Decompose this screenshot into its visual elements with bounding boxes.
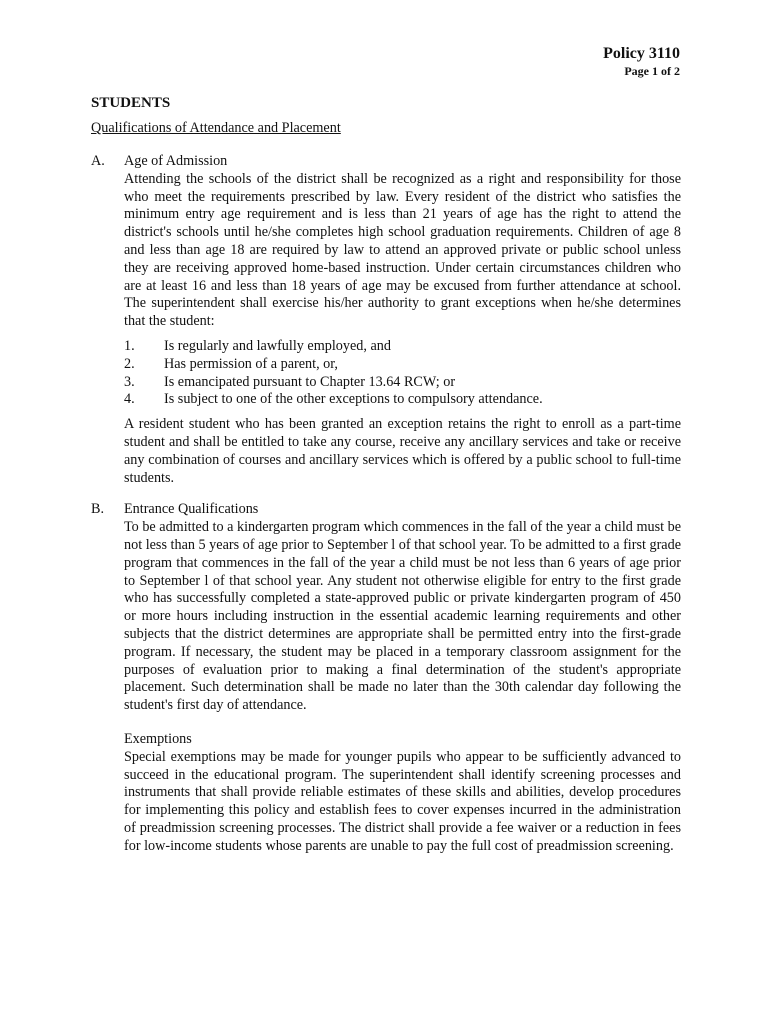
section-a bbox=[91, 153, 681, 487]
page-header bbox=[603, 44, 680, 78]
section-b-body: To be admitted to a kindergarten program which commences in the fall of the year a child must be not less than 5 years of age prior to September l of that school year. To be admitted to a first grade program that commences in the fall of the year a child must be not less than 6 years of age prior to September l of that school year. Any student not otherwise eligible for entry to the first grade who has successfully completed a state-approved public or private kindergarten program of 450 or more hours including instruction in the essential academic learning requirements and other subjects that the district determines are appropriate shall be permitted entry into the first-grade program. If necessary, the student may be placed in a temporary classroom assignment for the purposes of evaluation prior to making a final determination of the student's appropriate placement. Such determination shall be made no later than the 30th calendar day following the student's first day of attendance. bbox=[124, 519, 681, 714]
section-a-heading: Age of Admission bbox=[124, 153, 228, 169]
list-item-text: Is regularly and lawfully employed, and bbox=[164, 337, 391, 354]
section-b bbox=[91, 501, 681, 855]
section-a-closing: A resident student who has been granted an exception retains the right to enroll as a part-time student and shall be entitled to take any course, receive any ancillary services and take or receive any combination of courses and ancillary services which is offered by a public school to full-time students. bbox=[124, 416, 681, 486]
page-indicator: Page 1 of 2 bbox=[624, 64, 680, 78]
list-item-text: Is emancipated pursuant to Chapter 13.64 RCW; or bbox=[164, 373, 456, 390]
list-item bbox=[124, 391, 681, 409]
section-a-intro: Attending the schools of the district shall be recognized as a right and responsibility for those who meet the requirements prescribed by law. Every resident of the district who satisfies the minimum entry age requirement and is less than 21 years of age has the right to attend the district's schools until he/she completes high school graduation requirements. Children of age 8 and less than age 18 are required by law to attend an approved private or public school unless they are receiving approved home-based instruction. Under certain circumstances children who are at least 16 and less than 18 years of age may be excused from further attendance at school. The superintendent shall exercise his/her authority to grant exceptions when he/she determines that the student: bbox=[124, 170, 681, 330]
list-item-text: Is subject to one of the other exceptions to compulsory attendance. bbox=[164, 391, 543, 408]
document-title: STUDENTS bbox=[91, 95, 171, 111]
list-item-number: 3. bbox=[124, 373, 135, 390]
list-item-number: 4. bbox=[124, 391, 135, 408]
list-item bbox=[124, 356, 681, 374]
list-item bbox=[124, 338, 681, 356]
section-b-heading: Entrance Qualifications bbox=[124, 501, 259, 518]
document-subtitle: Qualifications of Attendance and Placement bbox=[91, 120, 341, 136]
policy-number: Policy 3110 bbox=[603, 45, 680, 62]
list-item-text: Has permission of a parent, or, bbox=[164, 355, 338, 372]
section-b-letter: B. bbox=[91, 501, 105, 518]
exception-list bbox=[124, 338, 681, 409]
list-item bbox=[124, 374, 681, 392]
list-item-number: 1. bbox=[124, 337, 135, 354]
exemptions-heading: Exemptions bbox=[124, 730, 192, 747]
exemptions-body: Special exemptions may be made for younger pupils who appear to be sufficiently advanced to succeed in the educational program. The superintendent shall identify screening processes and instruments that shall provide reliable estimates of these skills and abilities, develop procedures for implementing this policy and establish fees to cover expenses incurred in the administration of preadmission screening processes. The district shall provide a fee waiver or a reduction in fees for low-income students whose parents are unable to pay the full cost of preadmission screening. bbox=[124, 748, 681, 854]
section-a-letter: A. bbox=[91, 153, 105, 169]
list-item-number: 2. bbox=[124, 355, 135, 372]
document-body bbox=[91, 94, 681, 855]
